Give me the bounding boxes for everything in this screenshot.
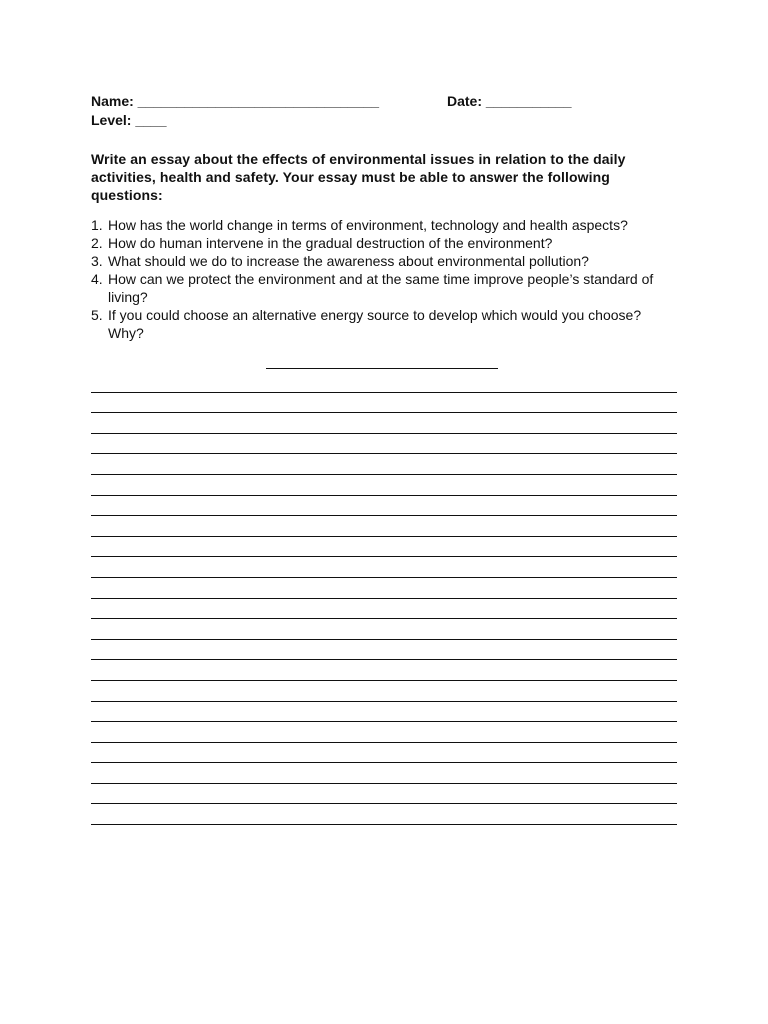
essay-title-line[interactable] [266, 368, 498, 369]
writing-line[interactable] [91, 702, 677, 723]
name-date-row [91, 92, 677, 111]
writing-line[interactable] [91, 763, 677, 784]
writing-line[interactable] [91, 640, 677, 661]
writing-line[interactable] [91, 454, 677, 475]
question-text: What should we do to increase the awareness about environmental pollution? [108, 253, 589, 269]
writing-line[interactable] [91, 784, 677, 805]
writing-line[interactable] [91, 475, 677, 496]
writing-line[interactable] [91, 413, 677, 434]
essay-writing-area[interactable] [91, 372, 677, 825]
writing-line[interactable] [91, 660, 677, 681]
writing-line[interactable] [91, 743, 677, 764]
question-list [91, 216, 677, 342]
writing-line[interactable] [91, 557, 677, 578]
writing-line[interactable] [91, 516, 677, 537]
question-text: If you could choose an alternative energy source to develop which would you choose? Why? [108, 307, 642, 341]
writing-line[interactable] [91, 619, 677, 640]
question-text: How can we protect the environment and at the same time improve people’s standard of living? [108, 271, 654, 305]
writing-line[interactable] [91, 599, 677, 620]
writing-line[interactable] [91, 537, 677, 558]
question-number: 1. [91, 217, 103, 233]
writing-line[interactable] [91, 722, 677, 743]
writing-line[interactable] [91, 496, 677, 517]
level-row [91, 111, 677, 130]
question-text: How do human intervene in the gradual destruction of the environment? [108, 235, 553, 251]
writing-line[interactable] [91, 372, 677, 393]
date-field[interactable]: Date: ___________ [447, 93, 572, 109]
name-field[interactable]: Name: _______________________________ [91, 93, 380, 109]
writing-line[interactable] [91, 804, 677, 825]
worksheet [91, 92, 677, 825]
writing-line[interactable] [91, 681, 677, 702]
writing-line[interactable] [91, 393, 677, 414]
question-item [91, 216, 677, 234]
question-number: 2. [91, 235, 103, 251]
question-item [91, 306, 677, 342]
writing-line[interactable] [91, 578, 677, 599]
question-item [91, 252, 677, 270]
question-number: 3. [91, 253, 103, 269]
question-item [91, 270, 677, 306]
writing-line[interactable] [91, 434, 677, 455]
level-field[interactable]: Level: ____ [91, 112, 167, 128]
question-text: How has the world change in terms of environment, technology and health aspects? [108, 217, 628, 233]
question-number: 5. [91, 307, 103, 323]
essay-title-area [91, 358, 677, 372]
question-number: 4. [91, 271, 103, 287]
essay-prompt: Write an essay about the effects of environmental issues in relation to the daily activities, health and safety. Your essay must be able to answer the following questions: [91, 151, 626, 203]
question-item [91, 234, 677, 252]
